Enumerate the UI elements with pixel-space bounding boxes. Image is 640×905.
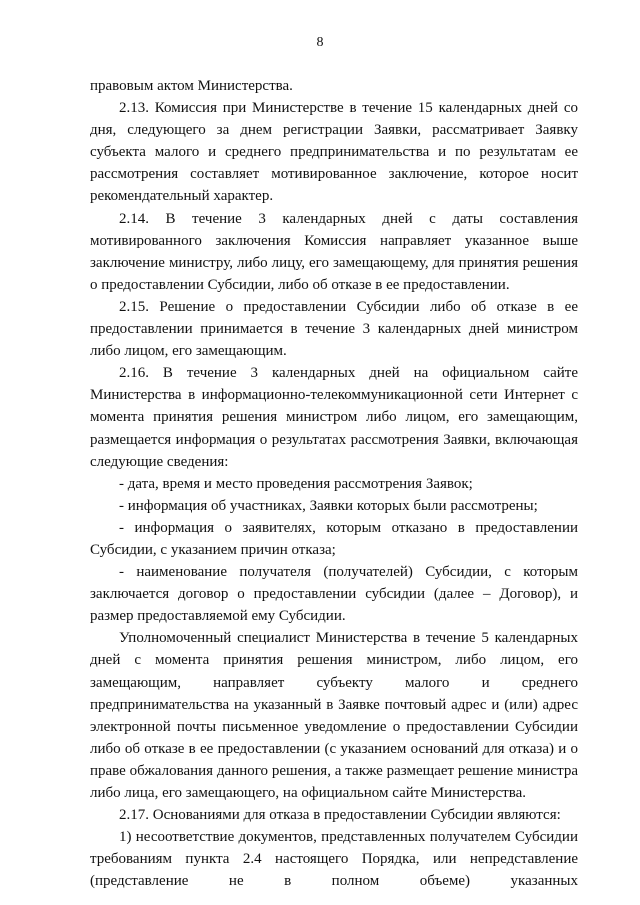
page-number: 8 — [316, 35, 324, 50]
paragraph: 2.15. Решение о предоставлении Субсидии либо об отказе в ее предоставлении принимается в течение 3 календарных дней министром либо лицом, его замещающим. — [90, 298, 578, 360]
paragraph: 2.17. Основаниями для отказа в предоставлении Субсидии являются: — [119, 807, 561, 824]
list-item: - дата, время и место проведения рассмотрения Заявок; — [119, 475, 473, 492]
list-item: - информация о заявителях, которым отказано в предоставлении Субсидии, с указанием причин отказа; — [90, 519, 578, 558]
paragraph: Уполномоченный специалист Министерства в течение 5 календарных дней с момента принятия решения министром, либо лицом, его замещающим, направляет субъекту малого и среднего предпринимательства на указанный в Заявке почтовый адрес и (или) адрес электронной почты письменное уведомление о предоставлении Субсидии либо об отказе в ее предоставлении (с указанием оснований для отказа) и о праве обжалования данного решения, а также размещает решение министра либо лица, его замещающего, на официальном сайте Министерства. — [90, 630, 578, 801]
body-text — [90, 75, 578, 892]
paragraph: 2.16. В течение 3 календарных дней на официальном сайте Министерства в информационно-телекоммуникационной сети Интернет с момента принятия решения министром либо лицом, его замещающим, размещается информация о результатах рассмотрения Заявки, включающая следующие сведения: — [90, 365, 578, 470]
paragraph: 2.14. В течение 3 календарных дней с даты составления мотивированного заключения Комиссия направляет указанное выше заключение министру, либо лицу, его замещающему, для принятия решения о предоставлении Субсидии, либо об отказе в ее предоставлении. — [90, 210, 578, 293]
list-item: - наименование получателя (получателей) Субсидии, с которым заключается договор о предоставлении субсидии (далее – Договор), и размер предоставляемой ему Субсидии. — [90, 564, 578, 625]
paragraph: 1) несоответствие документов, представленных получателем Субсидии требованиям пункта 2.4 настоящего Порядка, или непредставление (представление не в полном объеме) указанных — [90, 829, 578, 890]
list-item: - информация об участниках, Заявки которых были рассмотрены; — [119, 497, 538, 514]
paragraph: 2.13. Комиссия при Министерстве в течение 15 календарных дней со дня, следующего за днем регистрации Заявки, рассматривает Заявку субъекта малого и среднего предпринимательства и по результатам ее рассмотрения составляет мотивированное заключение, которое носит рекомендательный характер. — [90, 100, 578, 205]
paragraph: правовым актом Министерства. — [90, 78, 293, 94]
